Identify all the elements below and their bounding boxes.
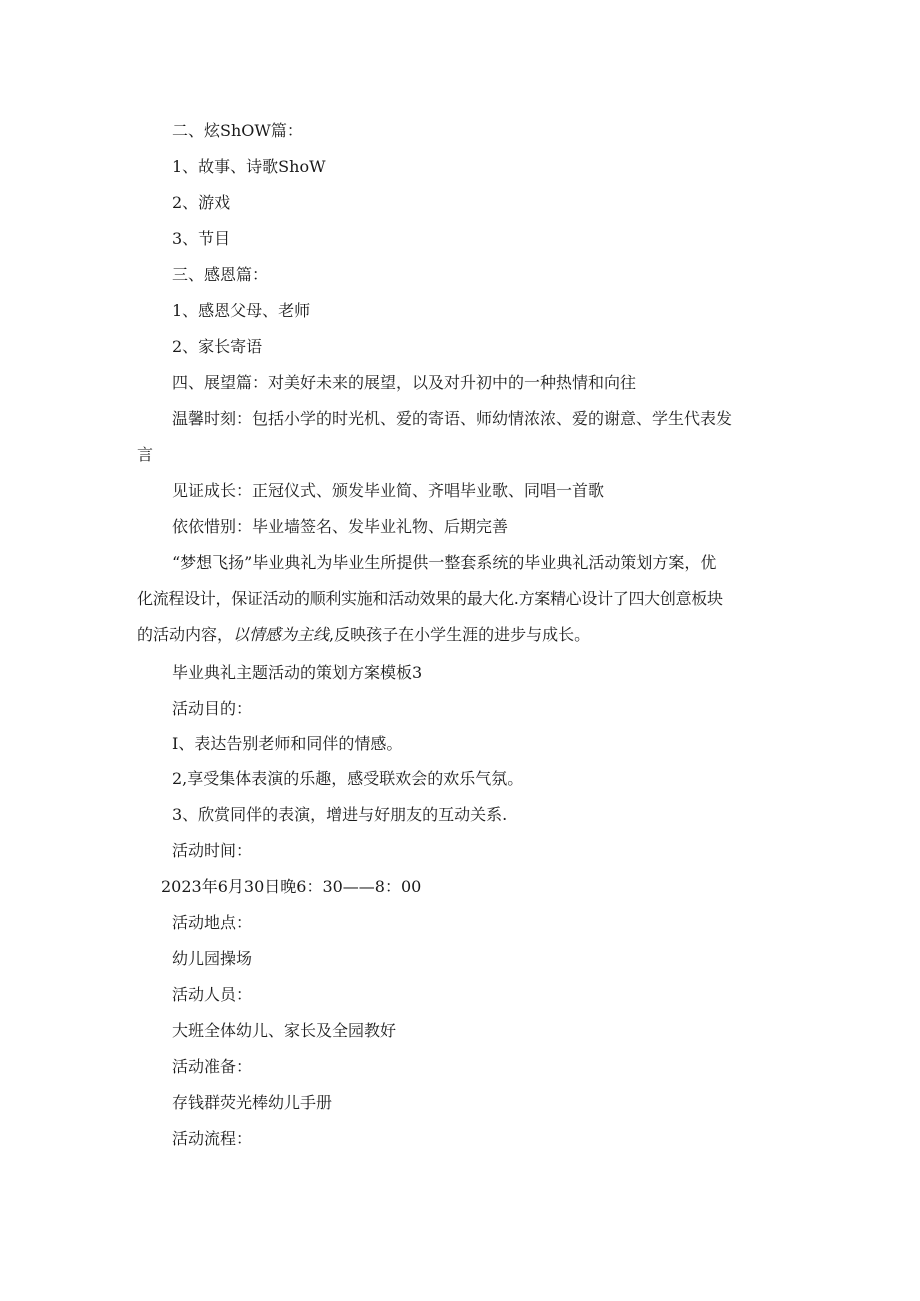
- thanks-item-2: 2、家长寄语: [172, 337, 263, 356]
- summary-emphasis: 以情感为主线: [233, 625, 330, 644]
- farewell: 依依惜别：毕业墙签名、发毕业礼物、后期完善: [172, 517, 509, 536]
- purpose-item-2: 2,享受集体表演的乐趣，感受联欢会的欢乐气氛。: [172, 769, 524, 788]
- summary-line-3: [137, 625, 590, 645]
- section-show-heading: 二、炫ShOW篇：: [172, 121, 303, 140]
- place-label: 活动地点：: [172, 913, 253, 932]
- warm-moment-line-1: 温馨时刻：包括小学的时光机、爱的寄语、师幼情浓浓、爱的谢意、学生代表发: [172, 409, 733, 428]
- purpose-item-1: I、表达告别老师和同伴的情感。: [172, 734, 403, 753]
- thanks-item-1: 1、感恩父母、老师: [172, 301, 311, 320]
- time-value: 2023年6月30日晚6：30——8：00: [161, 877, 422, 896]
- witness-growth: 见证成长：正冠仪式、颁发毕业简、齐唱毕业歌、同唱一首歌: [172, 481, 605, 500]
- place-value: 幼儿园操场: [172, 949, 253, 968]
- people-value: 大班全体幼儿、家长及全园教好: [172, 1021, 397, 1040]
- section-thanks-heading: 三、感恩篇：: [172, 265, 269, 284]
- show-item-3: 3、节目: [172, 229, 231, 248]
- warm-moment-line-2: 言: [137, 445, 154, 464]
- summary-line-3-end: ,反映孩子在小学生涯的进步与成长。: [329, 625, 591, 644]
- time-label: 活动时间：: [172, 841, 253, 860]
- summary-line-1: “梦想飞扬”毕业典礼为毕业生所提供一整套系统的毕业典礼活动策划方案，优: [172, 553, 717, 572]
- show-item-2: 2、游戏: [172, 193, 231, 212]
- prep-value: 存钱群荧光棒幼儿手册: [172, 1093, 333, 1112]
- flow-label: 活动流程：: [172, 1129, 253, 1148]
- purpose-item-3: 3、欣赏同伴的表演，增进与好朋友的互动关系.: [172, 805, 508, 824]
- people-label: 活动人员：: [172, 985, 253, 1004]
- show-item-1: 1、故事、诗歌ShoW: [172, 157, 326, 176]
- summary-line-3-start: 的活动内容，: [137, 625, 234, 644]
- template-title: 毕业典礼主题活动的策划方案模板3: [172, 663, 423, 682]
- prep-label: 活动准备：: [172, 1057, 253, 1076]
- summary-line-2: 化流程设计，保证活动的顺利实施和活动效果的最大化.方案精心设计了四大创意板块: [137, 589, 723, 608]
- purpose-label: 活动目的：: [172, 699, 253, 718]
- section-outlook: 四、展望篇：对美好未来的展望，以及对升初中的一种热情和向往: [172, 373, 637, 392]
